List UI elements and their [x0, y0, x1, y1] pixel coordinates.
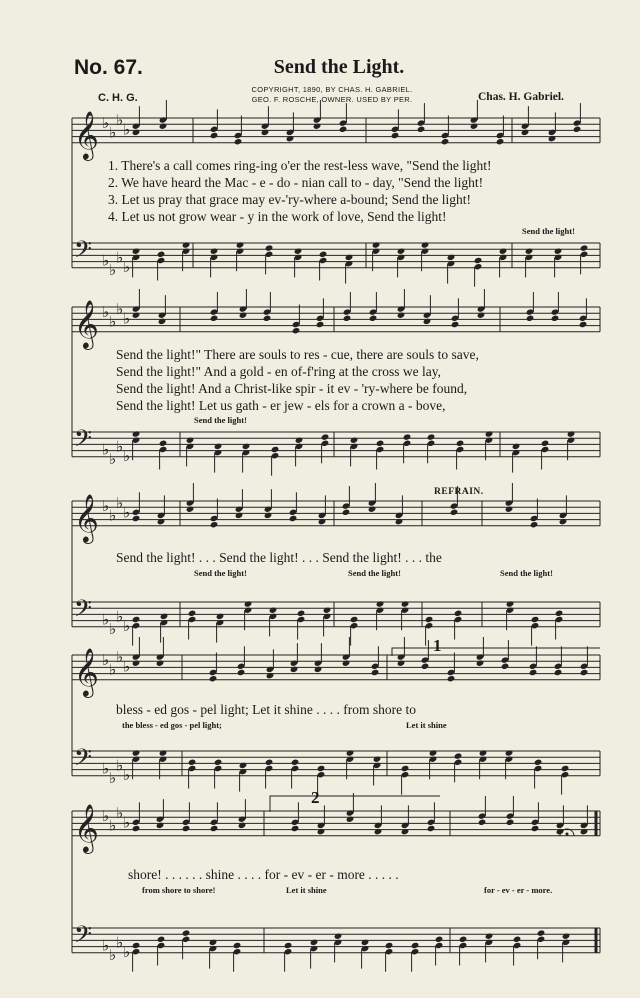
- flat-icon: ♭: [116, 607, 124, 626]
- bass-clef-icon: 𝄢: [74, 424, 93, 458]
- refrain-lyric-2: bless - ed gos - pel light; Let it shine . . . . from shore to: [116, 702, 416, 717]
- note-head: [376, 440, 385, 447]
- flat-icon: ♭: [123, 120, 131, 139]
- note-head: [132, 129, 141, 136]
- note-head: [525, 248, 534, 255]
- verse-2-line-1: 2. We have heard the Mac - e - do - nian call to - day, "Send the light!: [108, 175, 484, 190]
- note-head: [294, 248, 303, 255]
- note-head: [233, 942, 242, 949]
- verse-1-line-2: Send the light!" There are souls to res - cue, there are souls to save,: [116, 347, 479, 362]
- note-head: [450, 509, 459, 516]
- bass-cue: from shore to shore!: [142, 885, 216, 895]
- note-head: [350, 437, 359, 444]
- note-head: [182, 929, 191, 936]
- note-head: [579, 321, 588, 328]
- note-head: [346, 816, 355, 823]
- refrain-lyric-1: Send the light! . . . Send the light! . . . Send the light! . . . the: [116, 550, 442, 565]
- note-head: [132, 312, 141, 319]
- note-head: [447, 254, 456, 261]
- flat-icon: ♭: [102, 303, 110, 322]
- flat-icon: ♭: [109, 945, 117, 964]
- note-head: [361, 939, 370, 946]
- flat-icon: ♭: [123, 309, 131, 328]
- treble-clef-icon: 𝄞: [74, 646, 99, 696]
- note-head: [555, 610, 564, 617]
- note-head: [403, 433, 412, 440]
- note-head: [132, 430, 141, 437]
- note-head: [159, 749, 168, 756]
- note-head: [477, 312, 486, 319]
- note-head: [132, 660, 141, 667]
- note-head: [292, 327, 301, 334]
- note-head: [210, 248, 219, 255]
- note-head: [188, 610, 197, 617]
- note-head: [562, 933, 571, 940]
- flat-icon: ♭: [109, 123, 117, 142]
- note-head: [459, 936, 468, 943]
- note-head: [265, 759, 274, 766]
- verse-3-line-1: 3. Let us pray that grace may ev-'ry-where a-bound; Send the light!: [108, 192, 472, 207]
- note-head: [551, 315, 560, 322]
- note-head: [237, 669, 246, 676]
- flat-icon: ♭: [123, 765, 131, 784]
- note-head: [423, 318, 432, 325]
- second-ending-bracket: [270, 796, 440, 812]
- bass-cue: Send the light!: [194, 568, 247, 578]
- verse-3-line-2: Send the light! And a Christ-like spir - it ev - 'ry-where be found,: [116, 381, 468, 396]
- note-head: [334, 933, 343, 940]
- note-head: [132, 825, 141, 832]
- note-head: [441, 138, 450, 145]
- refrain-lyric-3: shore! . . . . . . shine . . . . for - ev - er - more . . . . .: [128, 867, 399, 882]
- note-head: [291, 759, 300, 766]
- note-head: [368, 506, 377, 513]
- note-head: [290, 666, 299, 673]
- flat-icon: ♭: [116, 804, 124, 823]
- flat-icon: ♭: [102, 440, 110, 459]
- note-head: [342, 660, 351, 667]
- second-ending-label: 2: [311, 788, 320, 807]
- bass-cue: Send the light!: [348, 568, 401, 578]
- flat-icon: ♭: [116, 933, 124, 952]
- note-head: [397, 248, 406, 255]
- note-head: [485, 933, 494, 940]
- flat-icon: ♭: [116, 300, 124, 319]
- flat-icon: ♭: [123, 257, 131, 276]
- note-head: [214, 759, 223, 766]
- note-head: [425, 616, 434, 623]
- note-head: [216, 613, 225, 620]
- hymn-number: No. 67.: [74, 56, 143, 79]
- bass-cue: Let it shine: [286, 885, 327, 895]
- flat-icon: ♭: [102, 807, 110, 826]
- note-head: [159, 440, 168, 447]
- bass-cue: Let it shine: [406, 720, 447, 730]
- note-head: [159, 123, 168, 130]
- note-head: [427, 433, 436, 440]
- note-head: [317, 765, 326, 772]
- flat-icon: ♭: [123, 503, 131, 522]
- flat-icon: ♭: [102, 651, 110, 670]
- note-head: [537, 929, 546, 936]
- note-head: [265, 244, 274, 251]
- bass-cue: the bless - ed gos - pel light;: [122, 720, 222, 730]
- note-head: [479, 749, 488, 756]
- note-head: [238, 822, 247, 829]
- flat-icon: ♭: [102, 936, 110, 955]
- note-head: [580, 828, 589, 835]
- note-head: [132, 942, 141, 949]
- note-head: [210, 825, 219, 832]
- note-head: [318, 518, 327, 525]
- note-head: [395, 518, 404, 525]
- note-head: [401, 765, 410, 772]
- note-head: [310, 939, 319, 946]
- note-head: [266, 672, 275, 679]
- note-head: [182, 825, 191, 832]
- note-head: [401, 600, 410, 607]
- note-head: [501, 663, 510, 670]
- verse-4-line-1: 4. Let us not grow wear - y in the work of love, Send the light!: [108, 209, 447, 224]
- note-head: [291, 825, 300, 832]
- composer-name: Chas. H. Gabriel.: [478, 91, 564, 103]
- note-head: [541, 440, 550, 447]
- fermata-dot: [566, 833, 569, 836]
- note-head: [157, 251, 166, 258]
- flat-icon: ♭: [102, 610, 110, 629]
- note-head: [210, 521, 219, 528]
- note-head: [429, 749, 438, 756]
- note-head: [236, 241, 245, 248]
- note-head: [160, 613, 169, 620]
- note-head: [397, 660, 406, 667]
- flat-icon: ♭: [102, 114, 110, 133]
- note-head: [376, 600, 385, 607]
- note-head: [343, 315, 352, 322]
- note-head: [157, 936, 166, 943]
- first-ending-label: 1: [433, 636, 442, 655]
- note-head: [427, 825, 436, 832]
- note-head: [209, 939, 218, 946]
- note-head: [401, 828, 410, 835]
- note-head: [314, 666, 323, 673]
- note-head: [132, 749, 141, 756]
- flat-icon: ♭: [102, 251, 110, 270]
- flat-icon: ♭: [116, 756, 124, 775]
- note-head: [529, 669, 538, 676]
- note-head: [385, 942, 394, 949]
- bass-clef-icon: 𝄢: [74, 743, 93, 777]
- note-head: [373, 756, 382, 763]
- note-head: [554, 669, 563, 676]
- note-head: [158, 318, 167, 325]
- treble-clef-icon: 𝄞: [74, 298, 99, 348]
- note-head: [264, 512, 273, 519]
- note-head: [239, 312, 248, 319]
- flat-icon: ♭: [116, 648, 124, 667]
- note-head: [561, 765, 570, 772]
- note-head: [284, 942, 293, 949]
- note-head: [261, 129, 270, 136]
- note-head: [271, 446, 280, 453]
- note-head: [559, 518, 568, 525]
- note-head: [454, 610, 463, 617]
- note-head: [263, 315, 272, 322]
- note-head: [397, 312, 406, 319]
- note-head: [534, 759, 543, 766]
- flat-icon: ♭: [116, 437, 124, 456]
- flat-icon: ♭: [116, 111, 124, 130]
- bass-cue: Send the light!: [522, 226, 575, 236]
- bass-cue: Send the light!: [194, 415, 247, 425]
- note-head: [156, 660, 165, 667]
- note-head: [470, 123, 479, 130]
- note-head: [496, 138, 505, 145]
- note-head: [485, 430, 494, 437]
- note-head: [289, 515, 298, 522]
- note-head: [235, 512, 244, 519]
- note-head: [580, 244, 589, 251]
- flat-icon: ♭: [109, 619, 117, 638]
- note-head: [580, 669, 589, 676]
- note-head: [342, 509, 351, 516]
- note-head: [234, 138, 243, 145]
- note-head: [239, 762, 248, 769]
- note-head: [295, 437, 304, 444]
- note-head: [374, 828, 383, 835]
- bass-clef-icon: 𝄢: [74, 920, 93, 954]
- note-head: [132, 248, 141, 255]
- note-head: [456, 440, 465, 447]
- flat-icon: ♭: [109, 816, 117, 835]
- verse-2-line-2: Send the light!" And a gold - en of-f'ring at the cross we lay,: [116, 364, 441, 379]
- note-head: [210, 132, 219, 139]
- flat-icon: ♭: [116, 248, 124, 267]
- note-head: [421, 663, 430, 670]
- bass-clef-icon: 𝄢: [74, 235, 93, 269]
- note-head: [417, 126, 426, 133]
- note-head: [567, 430, 576, 437]
- note-head: [521, 129, 530, 136]
- note-head: [345, 254, 354, 261]
- note-head: [209, 675, 218, 682]
- verse-4-line-2: Send the light! Let us gath - er jew - els for a crown a - bove,: [116, 398, 446, 413]
- note-head: [505, 749, 514, 756]
- note-head: [286, 135, 295, 142]
- note-head: [512, 443, 521, 450]
- note-head: [188, 759, 197, 766]
- note-head: [505, 506, 514, 513]
- note-head: [435, 936, 444, 943]
- note-head: [157, 518, 166, 525]
- note-head: [391, 132, 400, 139]
- treble-clef-icon: 𝄞: [74, 492, 99, 542]
- flat-icon: ♭: [109, 506, 117, 525]
- flat-icon: ♭: [109, 768, 117, 787]
- flat-icon: ♭: [109, 312, 117, 331]
- note-head: [186, 437, 195, 444]
- note-head: [156, 822, 165, 829]
- flat-icon: ♭: [109, 660, 117, 679]
- flat-icon: ♭: [109, 260, 117, 279]
- note-head: [451, 321, 460, 328]
- note-head: [319, 251, 328, 258]
- note-head: [421, 241, 430, 248]
- note-head: [182, 241, 191, 248]
- note-head: [350, 616, 359, 623]
- note-head: [548, 135, 557, 142]
- flat-icon: ♭: [109, 449, 117, 468]
- flat-icon: ♭: [123, 657, 131, 676]
- treble-clef-icon: 𝄞: [74, 109, 99, 159]
- flat-icon: ♭: [102, 497, 110, 516]
- note-head: [526, 315, 535, 322]
- note-head: [573, 126, 582, 133]
- note-head: [369, 315, 378, 322]
- note-head: [317, 828, 326, 835]
- bass-cue: Send the light!: [500, 568, 553, 578]
- copyright-line: COPYRIGHT, 1890, BY CHAS. H. GABRIEL.: [251, 85, 413, 94]
- lyricist-initials: C. H. G.: [98, 92, 138, 104]
- flat-icon: ♭: [102, 759, 110, 778]
- note-head: [371, 669, 380, 676]
- note-head: [499, 248, 508, 255]
- note-head: [339, 126, 348, 133]
- note-head: [513, 936, 522, 943]
- note-head: [474, 257, 483, 264]
- note-head: [372, 241, 381, 248]
- note-head: [506, 819, 515, 826]
- note-head: [210, 315, 219, 322]
- note-head: [269, 607, 278, 614]
- note-head: [346, 749, 355, 756]
- hymn-title: Send the Light.: [273, 56, 405, 78]
- verse-1-line-1: 1. There's a call comes ring-ing o'er the rest-less wave, "Send the light!: [108, 158, 492, 173]
- note-head: [321, 433, 330, 440]
- bass-clef-icon: 𝄢: [74, 594, 93, 628]
- flat-icon: ♭: [116, 494, 124, 513]
- note-head: [506, 600, 515, 607]
- flat-icon: ♭: [123, 446, 131, 465]
- note-head: [244, 600, 253, 607]
- note-head: [297, 610, 306, 617]
- treble-clef-icon: 𝄞: [74, 802, 99, 852]
- note-head: [554, 248, 563, 255]
- note-head: [132, 515, 141, 522]
- refrain-label: REFRAIN.: [434, 487, 484, 497]
- note-head: [531, 825, 540, 832]
- owner-line: GEO. F. ROSCHE, OWNER. USED BY PER.: [251, 95, 413, 104]
- note-head: [132, 616, 141, 623]
- bass-cue: for - ev - er - more.: [484, 885, 553, 895]
- note-head: [447, 675, 456, 682]
- note-head: [242, 443, 251, 450]
- note-head: [316, 321, 325, 328]
- note-head: [214, 443, 223, 450]
- note-head: [530, 521, 539, 528]
- note-head: [186, 506, 195, 513]
- note-head: [476, 660, 485, 667]
- flat-icon: ♭: [123, 813, 131, 832]
- flat-icon: ♭: [123, 616, 131, 635]
- note-head: [531, 616, 540, 623]
- flat-icon: ♭: [123, 942, 131, 961]
- note-head: [313, 123, 322, 130]
- note-head: [454, 752, 463, 759]
- note-head: [323, 607, 332, 614]
- note-head: [411, 942, 420, 949]
- note-head: [478, 819, 487, 826]
